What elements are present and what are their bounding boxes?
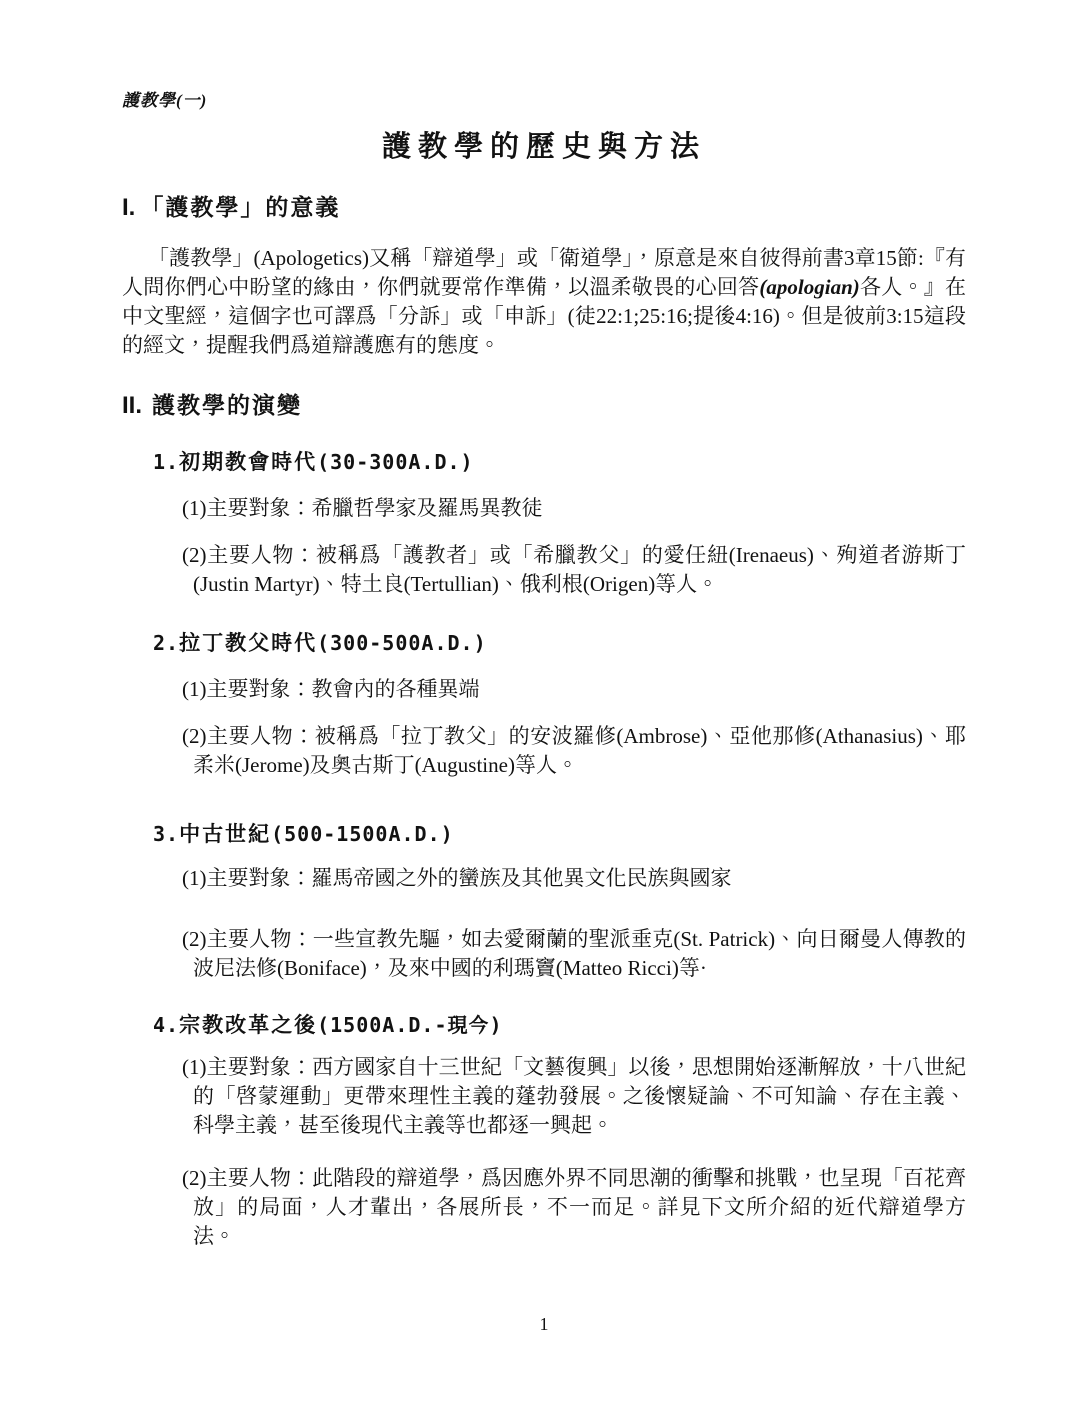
topic-4-sub-item-2 bbox=[122, 1164, 966, 1251]
sub-item-text: 主要人物：此階段的辯道學，爲因應外界不同思潮的衝擊和挑戰，也呈現「百花齊放」的局面，人才輩出，各展所長，不一而足。詳見下文所介紹的近代辯道學方法。 bbox=[193, 1166, 966, 1248]
intro-paragraph-text-after: 各人。』在中文聖經，這個字也可譯爲「分訴」或「申訴」(徒22:1;25:16;提後4:16)。但是彼前3:15這段的經文，提醒我們爲道辯護應有的態度。 bbox=[122, 275, 967, 357]
topic-3-sub-item-1 bbox=[122, 864, 966, 893]
sub-item-text: 主要人物：被稱爲「拉丁教父」的安波羅修(Ambrose)、亞他那修(Athanasius)、耶柔米(Jerome)及奧古斯丁(Augustine)等人。 bbox=[193, 724, 966, 777]
sub-item-text: 主要對象：羅馬帝國之外的蠻族及其他異文化民族與國家 bbox=[206, 866, 732, 890]
sub-item-marker: (1) bbox=[182, 496, 207, 520]
sub-item-marker: (2) bbox=[182, 543, 207, 567]
topic-item-4 bbox=[122, 1009, 966, 1251]
topic-3-number: 3. bbox=[153, 822, 180, 846]
intro-paragraph bbox=[122, 244, 966, 360]
topic-1-number: 1. bbox=[153, 450, 180, 474]
sub-item-text: 主要人物：一些宣教先驅，如去愛爾蘭的聖派垂克(St. Patrick)、向日爾曼人傳教的波尼法修(Boniface)，及來中國的利瑪竇(Matteo Ricci)等· bbox=[193, 927, 966, 980]
section-2-number: II. bbox=[122, 392, 143, 419]
topic-4-heading bbox=[153, 1009, 966, 1041]
sub-item-marker: (1) bbox=[182, 1055, 207, 1079]
sub-item-marker: (2) bbox=[182, 1166, 207, 1190]
topic-1-title: 初期教會時代 bbox=[179, 450, 318, 474]
topic-1-sub-item-1 bbox=[122, 494, 966, 523]
topic-2-title: 拉丁教父時代 bbox=[179, 631, 318, 655]
sub-item-text: 主要人物：被稱爲「護教者」或「希臘教父」的愛任紐(Irenaeus)、殉道者游斯丁(Justin Martyr)、特土良(Tertullian)、俄利根(Origen)等人。 bbox=[193, 543, 966, 596]
topic-3-period: (500-1500A.D.) bbox=[271, 822, 454, 846]
section-heading-1 bbox=[122, 192, 966, 224]
sub-item-marker: (1) bbox=[182, 866, 207, 890]
intro-paragraph-text-before: 「護教學」(Apologetics)又稱「辯道學」或「衛道學」，原意是來自彼得前書3章15節:『有人問你們心中盼望的緣由，你們就要常作準備，以溫柔敬畏的心回答 bbox=[122, 246, 966, 299]
sub-item-text: 主要對象：教會內的各種異端 bbox=[206, 677, 480, 701]
apologian-emphasis: (apologian) bbox=[759, 275, 860, 299]
page-number: 1 bbox=[539, 1314, 549, 1334]
topic-3-sub-item-2 bbox=[122, 925, 966, 983]
topic-1-heading bbox=[153, 446, 966, 478]
topic-3-title: 中古世紀 bbox=[179, 822, 272, 846]
topic-1-sub-item-2 bbox=[122, 541, 966, 599]
topic-2-sub-item-1 bbox=[122, 675, 966, 704]
topic-2-period: (300-500A.D.) bbox=[317, 631, 487, 655]
page-header-label: 護教學(一) bbox=[122, 91, 208, 110]
section-heading-2 bbox=[122, 390, 966, 422]
sub-item-marker: (1) bbox=[182, 677, 207, 701]
topic-3-heading bbox=[153, 818, 966, 850]
sub-item-text: 主要對象：西方國家自十三世紀「文藝復興」以後，思想開始逐漸解放，十八世紀的「啓蒙運動」更帶來理性主義的蓬勃發展。之後懷疑論、不可知論、存在主義、科學主義，甚至後現代主義等也都逐一興起。 bbox=[193, 1055, 966, 1137]
topic-2-heading bbox=[153, 627, 966, 659]
topic-2-sub-item-2 bbox=[122, 722, 966, 780]
topic-item-2 bbox=[122, 627, 966, 780]
section-1-title: 「護教學」的意義 bbox=[140, 195, 341, 220]
topic-1-period: (30-300A.D.) bbox=[317, 450, 474, 474]
document-title: 護教學的歷史與方法 bbox=[381, 131, 706, 163]
topic-2-number: 2. bbox=[153, 631, 180, 655]
sub-item-marker: (2) bbox=[182, 927, 207, 951]
topic-4-number: 4. bbox=[153, 1013, 180, 1037]
topic-4-period: (1500A.D.-現今) bbox=[317, 1013, 503, 1037]
section-2-title: 護教學的演變 bbox=[152, 393, 303, 418]
topic-4-title: 宗教改革之後 bbox=[179, 1013, 318, 1037]
topic-item-3 bbox=[122, 818, 966, 983]
topic-4-sub-item-1 bbox=[122, 1053, 966, 1140]
section-1-number: I. bbox=[122, 194, 136, 221]
topic-item-1 bbox=[122, 446, 966, 599]
sub-item-text: 主要對象：希臘哲學家及羅馬異教徒 bbox=[206, 496, 543, 520]
sub-item-marker: (2) bbox=[182, 724, 207, 748]
